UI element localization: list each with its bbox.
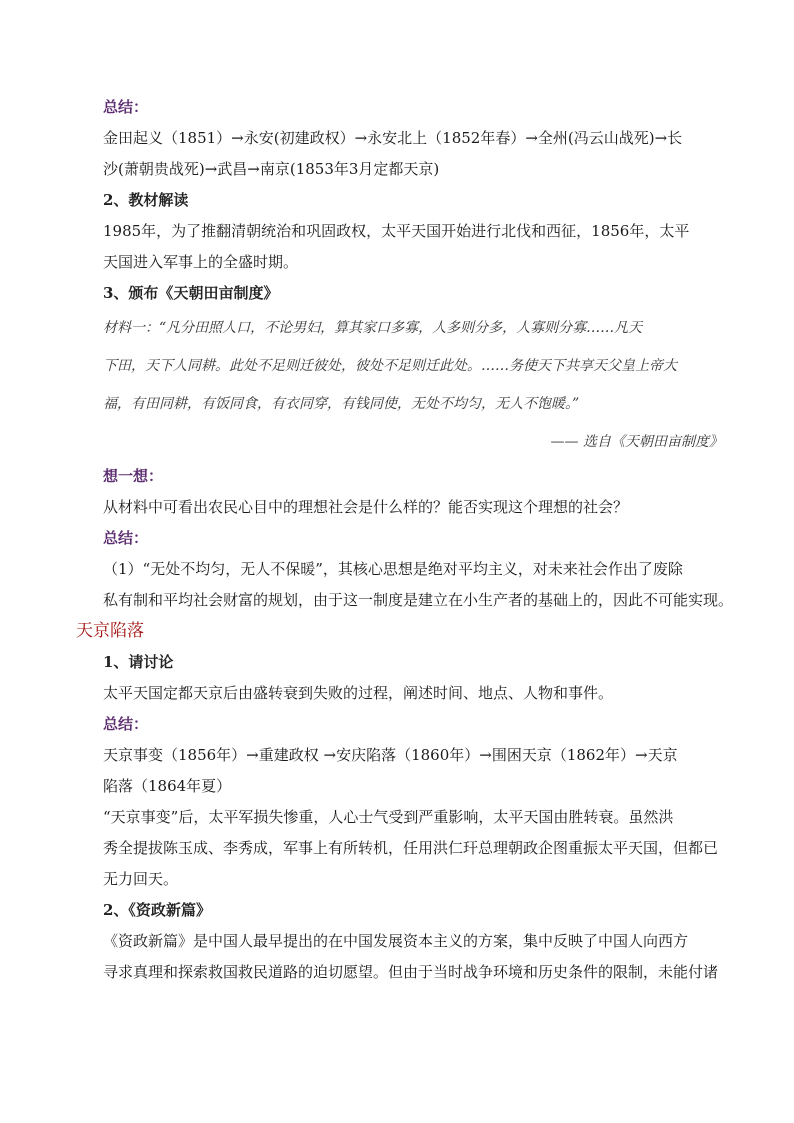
fall-para-line-2: 秀全提拔陈玉成、李秀成，军事上有所转机，任用洪仁玕总理朝政企图重振太平天国，但都已 xyxy=(103,839,719,857)
think-question: 从材料中可看出农民心目中的理想社会是什么样的？能否实现这个理想的社会？ xyxy=(103,498,629,516)
quote-line-3: 福，有田同耕，有饭同食，有衣同穿，有钱同使，无处不均匀，无人不饱暖。” xyxy=(103,396,580,412)
xinpian-heading: 2、《资政新篇》 xyxy=(103,901,211,919)
quote-line-2: 下田，天下人同耕。此处不足则迁彼处，彼处不足则迁此处。……务使天下共享天父皇上帝大 xyxy=(103,358,677,374)
summary-line-2: 沙(萧朝贵战死)→武昌→南京(1853年3月定都天京) xyxy=(103,160,440,178)
summary2-line-2: 私有制和平均社会财富的规划，由于这一制度是建立在小生产者的基础上的，因此不可能实现。 xyxy=(103,591,734,609)
summary2-line-1: （1）“无处不均匀，无人不保暖”，其核心思想是绝对平均主义，对未来社会作出了废除 xyxy=(103,560,683,578)
document-page xyxy=(76,92,734,988)
summary-line-1: 金田起义（1851）→永安(初建政权）→永安北上（1852年春）→全州(冯云山战死)→长 xyxy=(103,129,683,147)
timeline-line-1: 天京事变（1856年）→重建政权 →安庆陷落（1860年）→围困天京（1862年）→天京 xyxy=(103,746,678,764)
discuss-text: 太平天国定都天京后由盛转衰到失败的过程，阐述时间、地点、人物和事件。 xyxy=(103,684,614,702)
xinpian-line-1: 《资政新篇》是中国人最早提出的在中国发展资本主义的方案，集中反映了中国人向西方 xyxy=(103,932,689,950)
think-label: 想一想： xyxy=(103,467,164,485)
fall-para-line-1: “天京事变”后，太平军损失惨重，人心士气受到严重影响，太平天国由胜转衰。虽然洪 xyxy=(103,808,674,826)
quote-source: —— 选自《天朝田亩制度》 xyxy=(550,434,723,450)
xinpian-line-2: 寻求真理和探索救国救民道路的迫切愿望。但由于当时战争环境和历史条件的限制，未能付诸 xyxy=(103,963,719,981)
timeline-line-2: 陷落（1864年夏） xyxy=(103,777,232,795)
quote-line-1: 材料一：“凡分田照人口，不论男妇，算其家口多寡，人多则分多，人寡则分寡……凡天 xyxy=(103,320,643,336)
textbook-line-1: 1985年，为了推翻清朝统治和巩固政权，太平天国开始进行北伐和西征，1856年，太平 xyxy=(103,222,690,240)
decree-heading: 3、颁布《天朝田亩制度》 xyxy=(103,284,279,302)
textbook-heading: 2、教材解读 xyxy=(103,191,189,209)
discuss-heading: 1、请讨论 xyxy=(103,653,174,671)
section-title: 天京陷落 xyxy=(76,621,144,641)
summary-label: 总结： xyxy=(103,98,149,116)
textbook-line-2: 天国进入军事上的全盛时期。 xyxy=(103,253,299,271)
fall-summary-label: 总结： xyxy=(103,715,149,733)
fall-para-line-3: 无力回天。 xyxy=(103,870,179,888)
summary2-label: 总结： xyxy=(103,529,149,547)
